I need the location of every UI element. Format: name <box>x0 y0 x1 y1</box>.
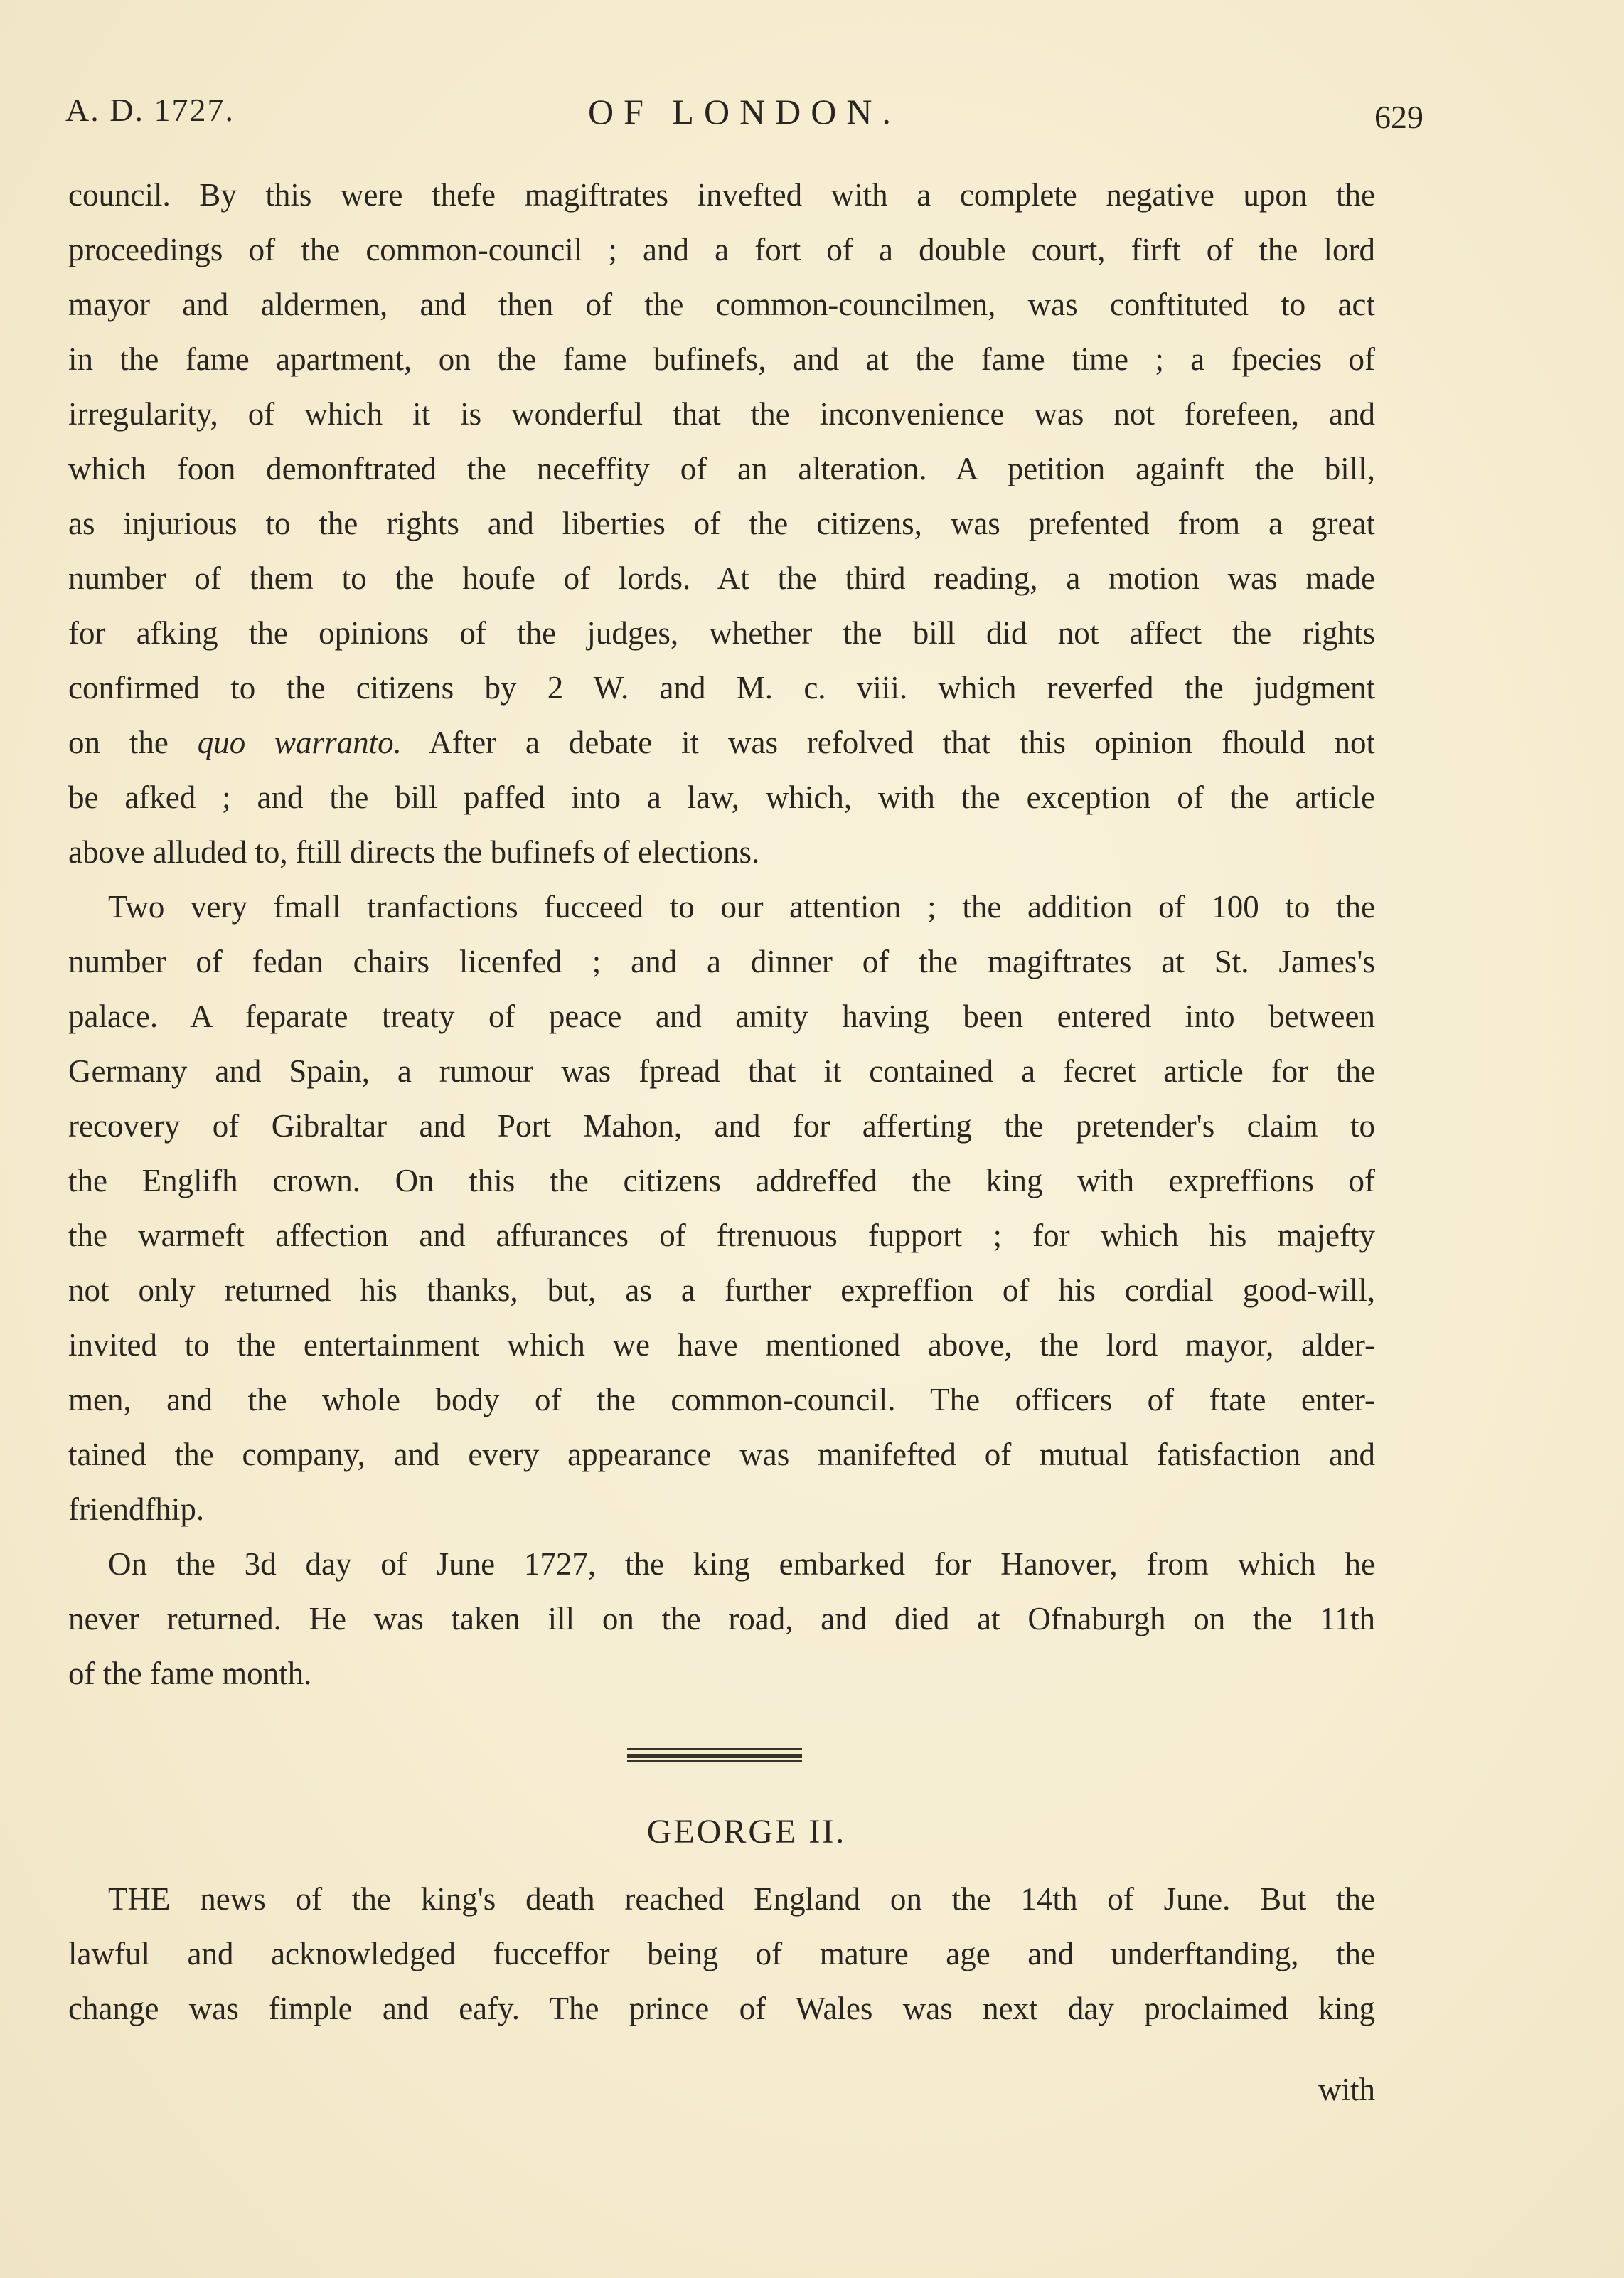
running-head-title: OF LONDON. <box>588 92 901 132</box>
section-text <box>68 1872 1375 2036</box>
text-line: the warmeft affection and affurances of ftrenuous fupport ; for which his majefty <box>68 1218 1375 1253</box>
text-line: in the fame apartment, on the fame bufinefs, and at the fame time ; a fpecies of <box>68 341 1375 377</box>
rule-thin-bottom <box>627 1760 802 1762</box>
text-line: friendfhip. <box>68 1491 205 1527</box>
rule-thin-top <box>627 1748 802 1750</box>
rule-thick <box>627 1754 802 1758</box>
catchword: with <box>1318 2072 1375 2107</box>
text-line: lawful and acknowledged fucceffor being of mature age and underftanding, the <box>68 1936 1375 1971</box>
text-line: mayor and aldermen, and then of the common-councilmen, was conftituted to act <box>68 287 1375 322</box>
page-number: 629 <box>1374 99 1423 135</box>
section-title: GEORGE II. <box>646 1813 847 1851</box>
text-line: Two very fmall tranfactions fucceed to our attention ; the addition of 100 to the <box>108 889 1375 925</box>
text-line: confirmed to the citizens by 2 W. and M. c. viii. which reverfed the judgment <box>68 670 1375 706</box>
text-line: Germany and Spain, a rumour was fpread that it contained a fecret article for the <box>68 1053 1375 1089</box>
text-line: the Englifh crown. On this the citizens addreffed the king with expreffions of <box>68 1163 1375 1198</box>
text-line: as injurious to the rights and liberties of the citizens, was prefented from a great <box>68 506 1375 541</box>
text-line: of the fame month. <box>68 1656 312 1691</box>
italic-quo-warranto: quo warranto. <box>197 725 402 760</box>
text-segment: After a debate it was refolved that this opinion fhould not <box>401 725 1375 760</box>
text-line: tained the company, and every appearance was manifefted of mutual fatisfaction and <box>68 1437 1375 1472</box>
text-line: council. By this were thefe magiftrates invefted with a complete negative upon the <box>68 177 1375 213</box>
text-line: invited to the entertainment which we have mentioned above, the lord mayor, alder- <box>68 1327 1375 1363</box>
text-line: be afked ; and the bill paffed into a law, which, with the exception of the article <box>68 779 1375 815</box>
text-line-quo-warranto <box>68 715 1375 770</box>
text-line: THE news of the king's death reached England on the 14th of June. But the <box>108 1881 1375 1917</box>
text-line: men, and the whole body of the common-council. The officers of ftate enter- <box>68 1382 1375 1417</box>
text-line: number of them to the houfe of lords. At the third reading, a motion was made <box>68 560 1375 596</box>
text-line: irregularity, of which it is wonderful that the inconvenience was not forefeen, and <box>68 396 1375 432</box>
section-divider-rule <box>627 1748 802 1762</box>
text-line: On the 3d day of June 1727, the king embarked for Hanover, from which he <box>108 1546 1375 1582</box>
main-text <box>68 168 1375 1701</box>
text-line: proceedings of the common-council ; and a fort of a double court, firft of the lord <box>68 232 1375 267</box>
running-head <box>65 91 1423 148</box>
text-line: above alluded to, ftill directs the bufinefs of elections. <box>68 834 760 870</box>
text-line: not only returned his thanks, but, as a further expreffion of his cordial good-will, <box>68 1272 1375 1308</box>
text-line: never returned. He was taken ill on the road, and died at Ofnaburgh on the 11th <box>68 1601 1375 1636</box>
text-line: recovery of Gibraltar and Port Mahon, and for afferting the pretender's claim to <box>68 1108 1375 1144</box>
text-line: number of fedan chairs licenfed ; and a dinner of the magiftrates at St. James's <box>68 944 1375 979</box>
running-head-year: A. D. 1727. <box>65 92 235 128</box>
text-line: palace. A feparate treaty of peace and amity having been entered into between <box>68 999 1375 1034</box>
text-line: change was fimple and eafy. The prince of Wales was next day proclaimed king <box>68 1991 1375 2026</box>
text-line: which foon demonftrated the neceffity of an alteration. A petition againft the bill, <box>68 451 1375 486</box>
text-segment: on the <box>68 725 198 760</box>
text-line: for afking the opinions of the judges, whether the bill did not affect the rights <box>68 615 1375 651</box>
